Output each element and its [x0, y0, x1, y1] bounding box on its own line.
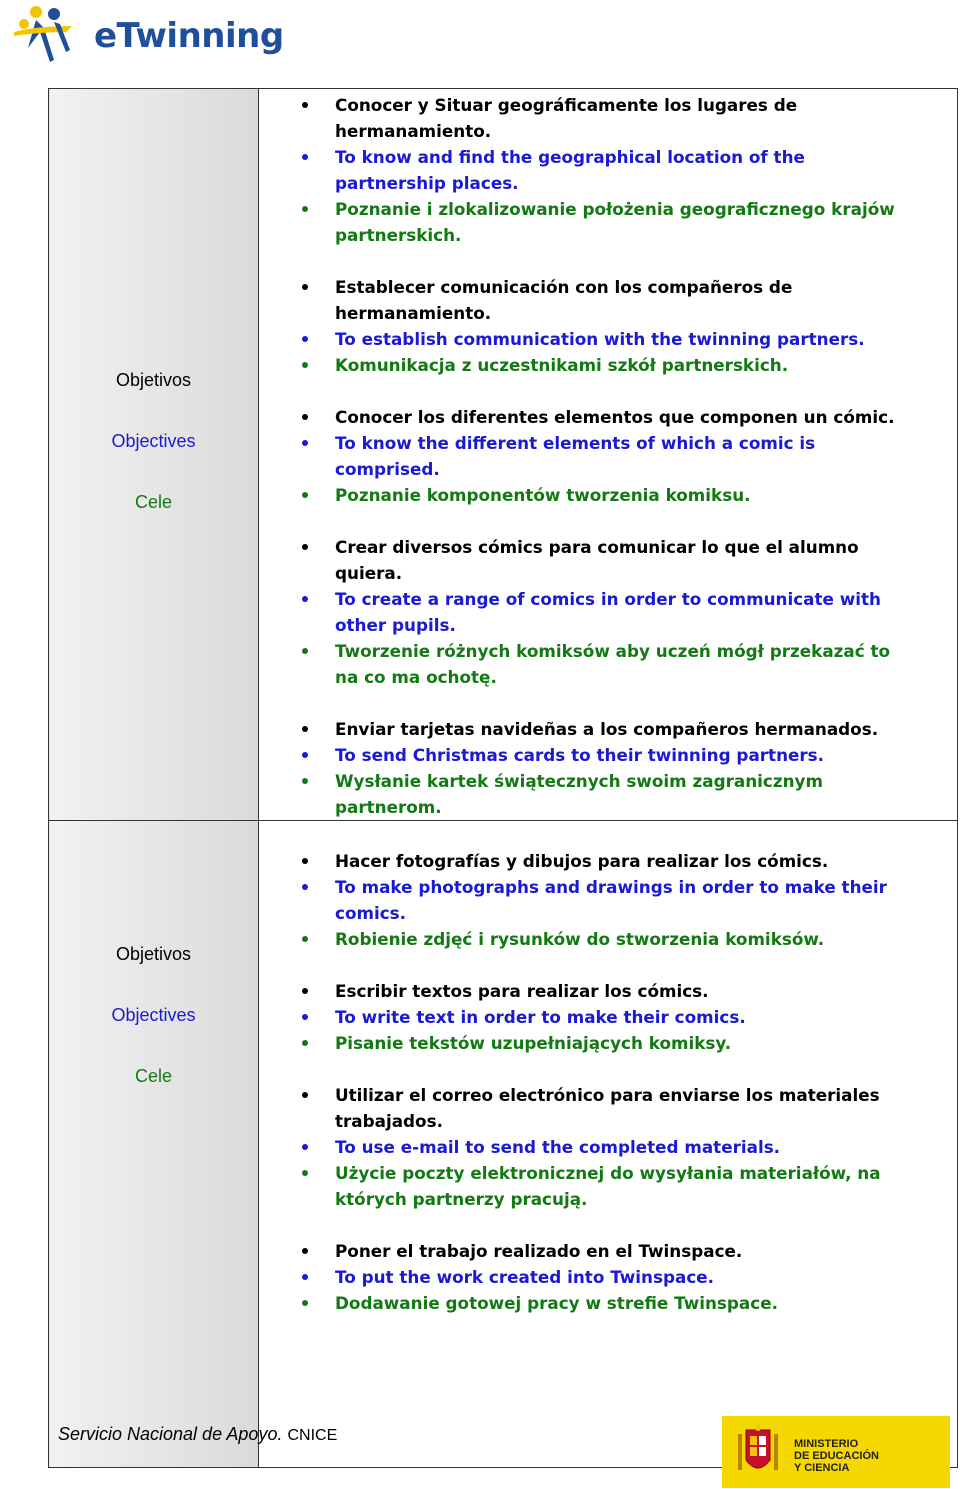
footer-service [58, 1424, 337, 1445]
row-label-cell [49, 89, 259, 821]
label-cele: Cele [134, 492, 173, 512]
objective-group [259, 92, 957, 248]
label-objetivos: Objetivos [115, 370, 192, 390]
list-item: Crear diversos cómics para comunicar lo que el alumno quiera. [259, 534, 957, 586]
objective-group [259, 848, 957, 952]
list-item: Robienie zdjęć i rysunków do stworzenia komiksów. [259, 926, 957, 952]
list-item: Establecer comunicación con los compañeros de hermanamiento. [259, 274, 957, 326]
list-item: Pisanie tekstów uzupełniających komiksy. [259, 1030, 957, 1056]
objective-group [259, 978, 957, 1056]
objective-group [259, 274, 957, 378]
label-objectives: Objectives [111, 431, 196, 451]
list-item: To make photographs and drawings in order to make their comics. [259, 874, 957, 926]
list-item: Użycie poczty elektronicznej do wysyłania materiałów, na których partnerzy pracują. [259, 1160, 957, 1212]
list-item: Poznanie i zlokalizowanie położenia geograficznego krajów partnerskich. [259, 196, 957, 248]
list-item: Wysłanie kartek świątecznych swoim zagranicznym partnerom. [259, 768, 957, 820]
row-label-cell [49, 821, 259, 1468]
etwinning-figures-icon [6, 2, 96, 72]
ministry-name: MINISTERIO DE EDUCACIÓN Y CIENCIA [794, 1438, 879, 1474]
list-item: Hacer fotografías y dibujos para realizar los cómics. [259, 848, 957, 874]
label-cele: Cele [134, 1066, 173, 1086]
list-item: Conocer los diferentes elementos que componen un cómic. [259, 404, 957, 430]
objective-group [259, 1238, 957, 1316]
label-objetivos: Objetivos [115, 944, 192, 964]
list-item: Poznanie komponentów tworzenia komiksu. [259, 482, 957, 508]
objectives-content [259, 89, 958, 821]
list-item: Tworzenie różnych komiksów aby uczeń mógł przekazać to na co ma ochotę. [259, 638, 957, 690]
etwinning-logo [6, 2, 286, 72]
objectives-table [48, 88, 958, 1468]
coat-of-arms-icon [736, 1424, 780, 1480]
logo-text: eTwinning [94, 16, 284, 56]
list-item: To send Christmas cards to their twinning partners. [259, 742, 957, 768]
list-item: To know and find the geographical location of the partnership places. [259, 144, 957, 196]
list-item: To use e-mail to send the completed materials. [259, 1134, 957, 1160]
ministry-logo [722, 1416, 950, 1488]
objective-group [259, 1082, 957, 1212]
objective-group [259, 534, 957, 690]
list-item: To write text in order to make their comics. [259, 1004, 957, 1030]
footer-cnice: CNICE [287, 1427, 338, 1444]
list-item: Escribir textos para realizar los cómics. [259, 978, 957, 1004]
list-item: Dodawanie gotowej pracy w strefie Twinspace. [259, 1290, 957, 1316]
objectives-content [259, 821, 958, 1468]
objective-group [259, 404, 957, 508]
label-objectives: Objectives [111, 1005, 196, 1025]
list-item: Enviar tarjetas navideñas a los compañeros hermanados. [259, 716, 957, 742]
list-item: To create a range of comics in order to communicate with other pupils. [259, 586, 957, 638]
list-item: Conocer y Situar geográficamente los lugares de hermanamiento. [259, 92, 957, 144]
list-item: Utilizar el correo electrónico para enviarse los materiales trabajados. [259, 1082, 957, 1134]
list-item: To establish communication with the twinning partners. [259, 326, 957, 352]
table-row [49, 89, 958, 821]
list-item: Poner el trabajo realizado en el Twinspace. [259, 1238, 957, 1264]
objective-group [259, 716, 957, 820]
table-row [49, 821, 958, 1468]
footer-service-name: Servicio Nacional de Apoyo. [58, 1424, 283, 1444]
list-item: To know the different elements of which a comic is comprised. [259, 430, 957, 482]
list-item: To put the work created into Twinspace. [259, 1264, 957, 1290]
list-item: Komunikacja z uczestnikami szkół partnerskich. [259, 352, 957, 378]
